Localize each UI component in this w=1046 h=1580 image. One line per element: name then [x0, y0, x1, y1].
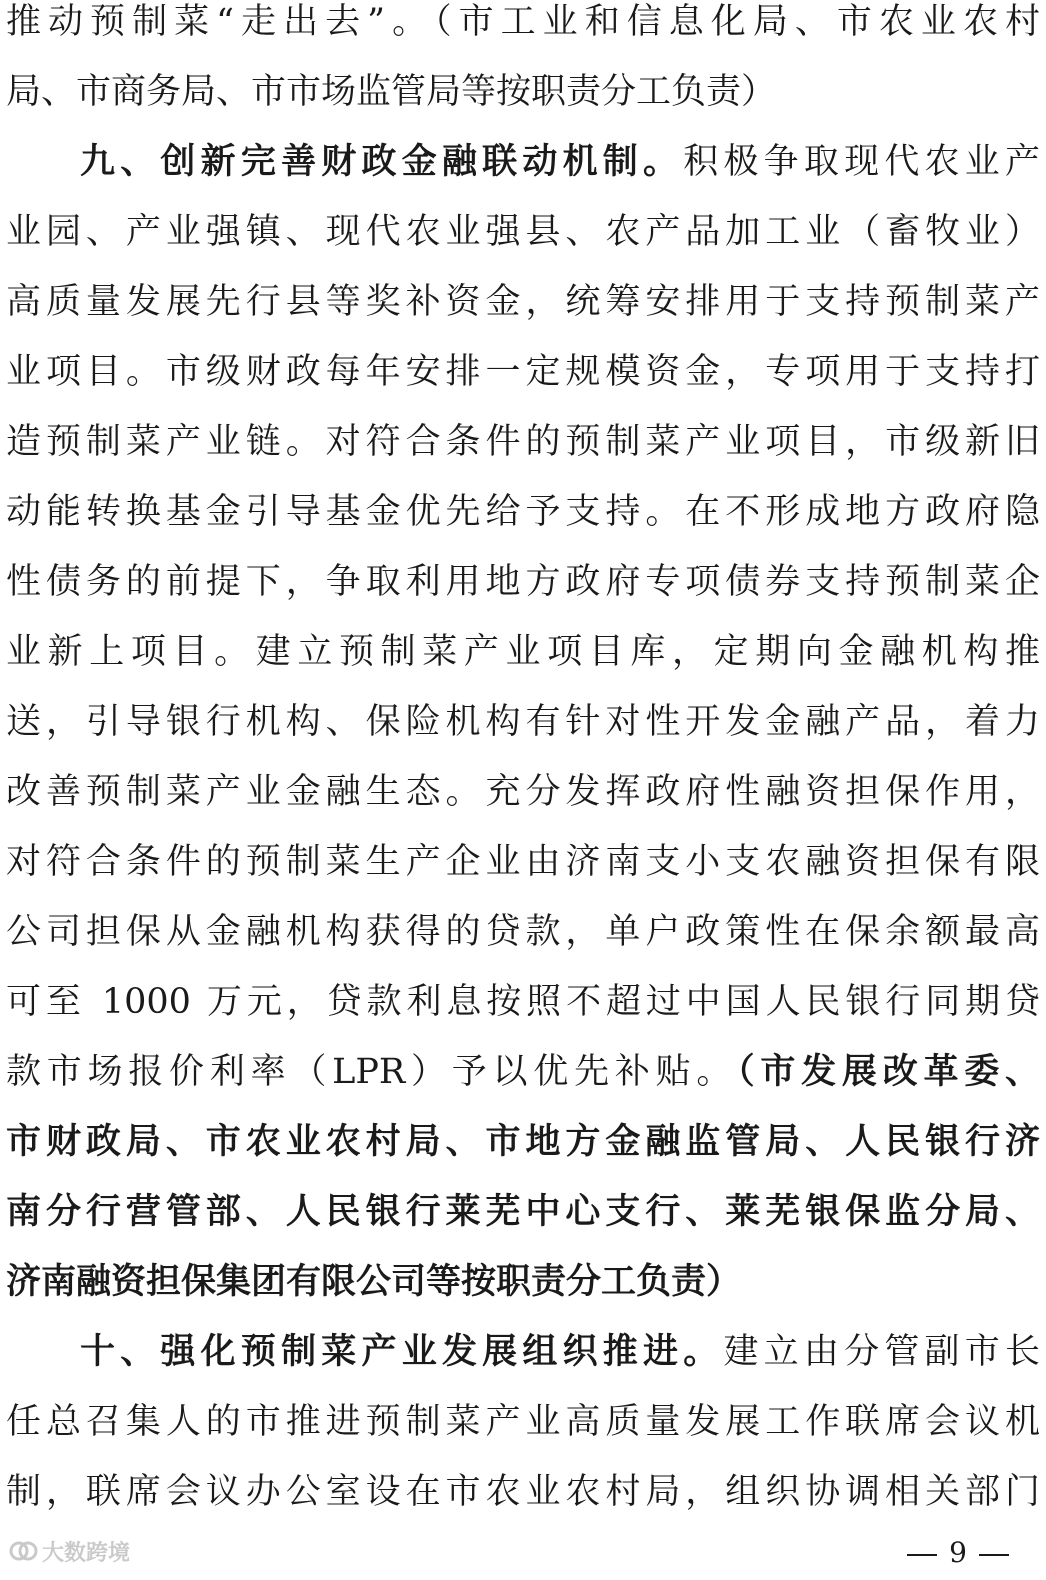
watermark-logo-icon	[8, 1536, 38, 1566]
page-number-dash-left	[907, 1554, 937, 1556]
text-line: 业新上项目。建立预制菜产业项目库，定期向金融机构推	[6, 632, 1040, 672]
text-line-with-paren	[6, 1037, 1040, 1107]
text-line: 任总召集人的市推进预制菜产业高质量发展工作联席会议机	[6, 1402, 1040, 1442]
text-line: 局、市商务局、市市场监管局等按职责分工负责）	[6, 72, 777, 112]
responsible-units-start: （市发展改革委、	[737, 1052, 1040, 1092]
text-line: 推动预制菜“走出去”。（市工业和信息化局、市农业农村	[6, 2, 1040, 42]
page-number-value: 9	[949, 1536, 967, 1569]
watermark-text: 大数跨境	[42, 1540, 131, 1566]
text-line: 业项目。市级财政每年安排一定规模资金，专项用于支持打	[6, 352, 1040, 392]
text-fragment: 积极争取现代农业产	[683, 142, 1040, 182]
section-heading-ten: 十、强化预制菜产业发展组织推进。	[80, 1332, 724, 1372]
text-line: 送，引导银行机构、保险机构有针对性开发金融产品，着力	[6, 702, 1040, 742]
watermark	[8, 1533, 130, 1569]
text-line: 济南融资担保集团有限公司等按职责分工负责）	[6, 1262, 742, 1302]
text-line: 南分行营管部、人民银行莱芜中心支行、莱芜银保监分局、	[6, 1192, 1040, 1232]
text-line: 高质量发展先行县等奖补资金，统筹安排用于支持预制菜产	[6, 282, 1040, 322]
text-line: 性债务的前提下，争取利用地方政府专项债券支持预制菜企	[6, 562, 1040, 602]
text-fragment: 建立由分管副市长	[723, 1332, 1040, 1372]
text-line: 制，联席会议办公室设在市农业农村局，组织协调相关部门	[6, 1472, 1040, 1512]
page-number-dash-right	[979, 1554, 1009, 1556]
text-line: 公司担保从金融机构获得的贷款，单户政策性在保余额最高	[6, 912, 1040, 952]
section-heading-nine: 九、创新完善财政金融联动机制。	[80, 142, 684, 182]
page-number	[888, 1533, 1028, 1573]
section-ten-first-line	[6, 1317, 1040, 1387]
section-nine-first-line	[6, 127, 1040, 197]
document-body	[6, 0, 1040, 1527]
text-fragment: 款市场报价利率（LPR）予以优先补贴。	[6, 1052, 738, 1092]
text-line: 市财政局、市农业农村局、市地方金融监管局、人民银行济	[6, 1122, 1040, 1162]
text-line: 对符合条件的预制菜生产企业由济南支小支农融资担保有限	[6, 842, 1040, 882]
text-line: 可至 1000 万元，贷款利息按照不超过中国人民银行同期贷	[6, 982, 1040, 1022]
text-line: 动能转换基金引导基金优先给予支持。在不形成地方政府隐	[6, 492, 1040, 532]
text-line: 改善预制菜产业金融生态。充分发挥政府性融资担保作用，	[6, 772, 1040, 812]
text-line: 造预制菜产业链。对符合条件的预制菜产业项目，市级新旧	[6, 422, 1040, 462]
text-line: 业园、产业强镇、现代农业强县、农产品加工业（畜牧业）	[6, 212, 1040, 252]
